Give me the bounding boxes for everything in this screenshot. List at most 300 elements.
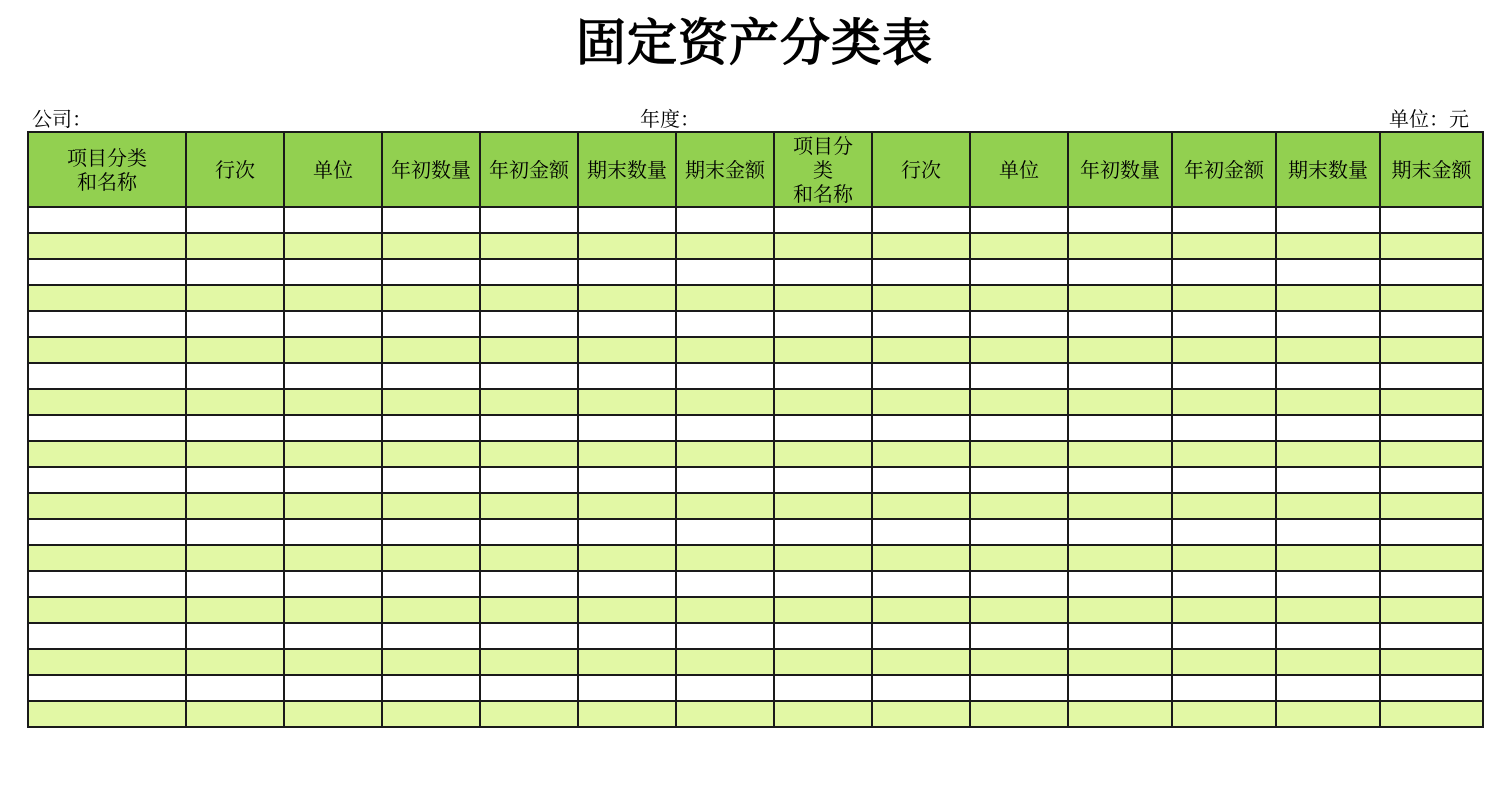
table-row (28, 701, 1483, 727)
table-cell[interactable] (284, 623, 382, 649)
table-cell[interactable] (578, 545, 676, 571)
table-cell[interactable] (284, 701, 382, 727)
table-cell[interactable] (480, 701, 578, 727)
table-cell[interactable] (676, 441, 774, 467)
table-body (28, 207, 1483, 727)
table-cell[interactable] (1276, 597, 1380, 623)
table-cell[interactable] (970, 493, 1068, 519)
table-cell[interactable] (872, 233, 970, 259)
table-cell[interactable] (774, 493, 872, 519)
table-cell[interactable] (186, 597, 284, 623)
table-cell[interactable] (578, 571, 676, 597)
header-opening-qty: 年初数量 (382, 132, 480, 207)
table-cell[interactable] (480, 233, 578, 259)
table-cell[interactable] (480, 311, 578, 337)
table-cell[interactable] (872, 493, 970, 519)
table-row (28, 467, 1483, 493)
table-cell[interactable] (382, 441, 480, 467)
table-cell[interactable] (480, 207, 578, 233)
table-cell[interactable] (872, 467, 970, 493)
table-cell[interactable] (872, 389, 970, 415)
table-cell[interactable] (676, 415, 774, 441)
table-cell[interactable] (1380, 701, 1483, 727)
table-cell[interactable] (382, 701, 480, 727)
table-cell[interactable] (186, 701, 284, 727)
table-cell[interactable] (480, 337, 578, 363)
table-cell[interactable] (1276, 467, 1380, 493)
table-cell[interactable] (676, 233, 774, 259)
table-cell[interactable] (186, 415, 284, 441)
table-cell[interactable] (676, 597, 774, 623)
table-cell[interactable] (774, 363, 872, 389)
table-cell[interactable] (28, 623, 186, 649)
table-cell[interactable] (28, 675, 186, 701)
table-cell[interactable] (1068, 441, 1172, 467)
table-cell[interactable] (872, 415, 970, 441)
table-cell[interactable] (970, 701, 1068, 727)
table-cell[interactable] (186, 493, 284, 519)
table-cell[interactable] (970, 285, 1068, 311)
table-cell[interactable] (1172, 363, 1276, 389)
table-cell[interactable] (774, 389, 872, 415)
table-row (28, 649, 1483, 675)
table-cell[interactable] (1172, 207, 1276, 233)
table-cell[interactable] (186, 519, 284, 545)
table-cell[interactable] (382, 467, 480, 493)
table-cell[interactable] (480, 467, 578, 493)
table-cell[interactable] (578, 519, 676, 545)
table-cell[interactable] (872, 519, 970, 545)
table-cell[interactable] (774, 701, 872, 727)
table-cell[interactable] (284, 467, 382, 493)
table-cell[interactable] (28, 597, 186, 623)
table-cell[interactable] (970, 467, 1068, 493)
table-cell[interactable] (1172, 259, 1276, 285)
table-cell[interactable] (1172, 545, 1276, 571)
table-cell[interactable] (186, 285, 284, 311)
table-cell[interactable] (1068, 233, 1172, 259)
table-cell[interactable] (382, 389, 480, 415)
table-cell[interactable] (1380, 623, 1483, 649)
table-cell[interactable] (578, 675, 676, 701)
table-cell[interactable] (872, 207, 970, 233)
header-line-no: 行次 (186, 132, 284, 207)
header-opening-amount: 年初金额 (480, 132, 578, 207)
table-cell[interactable] (1380, 597, 1483, 623)
table-cell[interactable] (1068, 389, 1172, 415)
table-cell[interactable] (284, 337, 382, 363)
table-cell[interactable] (1068, 363, 1172, 389)
table-cell[interactable] (28, 701, 186, 727)
table-cell[interactable] (186, 389, 284, 415)
table-cell[interactable] (1068, 623, 1172, 649)
table-cell[interactable] (1068, 545, 1172, 571)
header-item-name-2: 项目分 类 和名称 (774, 132, 872, 207)
table-cell[interactable] (1172, 493, 1276, 519)
header-unit-2: 单位 (970, 132, 1068, 207)
table-cell[interactable] (1172, 337, 1276, 363)
table-cell[interactable] (1380, 519, 1483, 545)
table-cell[interactable] (970, 623, 1068, 649)
table-cell[interactable] (872, 701, 970, 727)
table-cell[interactable] (970, 545, 1068, 571)
table-cell[interactable] (774, 285, 872, 311)
table-cell[interactable] (1172, 519, 1276, 545)
table-cell[interactable] (970, 311, 1068, 337)
table-cell[interactable] (28, 415, 186, 441)
table-cell[interactable] (186, 337, 284, 363)
table-cell[interactable] (382, 493, 480, 519)
table-cell[interactable] (382, 571, 480, 597)
table-cell[interactable] (578, 467, 676, 493)
table-cell[interactable] (382, 415, 480, 441)
table-cell[interactable] (1172, 311, 1276, 337)
table-row (28, 441, 1483, 467)
table-cell[interactable] (284, 415, 382, 441)
table-cell[interactable] (186, 467, 284, 493)
table-cell[interactable] (1380, 649, 1483, 675)
table-cell[interactable] (1276, 415, 1380, 441)
table-cell[interactable] (1380, 207, 1483, 233)
table-cell[interactable] (578, 597, 676, 623)
table-cell[interactable] (28, 493, 186, 519)
table-cell[interactable] (676, 389, 774, 415)
table-cell[interactable] (774, 337, 872, 363)
table-cell[interactable] (676, 701, 774, 727)
unit-label: 单位：元 (1389, 107, 1469, 131)
table-cell[interactable] (28, 259, 186, 285)
table-cell[interactable] (1172, 233, 1276, 259)
table-cell[interactable] (578, 701, 676, 727)
table-cell[interactable] (578, 623, 676, 649)
table-cell[interactable] (284, 389, 382, 415)
table-cell[interactable] (774, 623, 872, 649)
table-cell[interactable] (284, 519, 382, 545)
table-cell[interactable] (1172, 389, 1276, 415)
table-row (28, 207, 1483, 233)
table-cell[interactable] (676, 337, 774, 363)
table-cell[interactable] (774, 597, 872, 623)
table-cell[interactable] (1172, 441, 1276, 467)
table-cell[interactable] (970, 233, 1068, 259)
table-cell[interactable] (382, 363, 480, 389)
table-cell[interactable] (28, 467, 186, 493)
table-cell[interactable] (480, 285, 578, 311)
table-cell[interactable] (676, 363, 774, 389)
table-cell[interactable] (1172, 649, 1276, 675)
table-cell[interactable] (872, 675, 970, 701)
table-cell[interactable] (970, 675, 1068, 701)
table-cell[interactable] (872, 441, 970, 467)
table-cell[interactable] (578, 415, 676, 441)
table-cell[interactable] (382, 675, 480, 701)
table-cell[interactable] (28, 519, 186, 545)
table-cell[interactable] (1380, 675, 1483, 701)
table-cell[interactable] (1068, 259, 1172, 285)
table-cell[interactable] (970, 259, 1068, 285)
table-cell[interactable] (970, 597, 1068, 623)
table-cell[interactable] (1276, 519, 1380, 545)
header-line-no-2: 行次 (872, 132, 970, 207)
table-cell[interactable] (774, 675, 872, 701)
table-cell[interactable] (774, 519, 872, 545)
table-cell[interactable] (578, 311, 676, 337)
table-cell[interactable] (872, 545, 970, 571)
table-cell[interactable] (1172, 285, 1276, 311)
table-cell[interactable] (186, 311, 284, 337)
table-cell[interactable] (1276, 285, 1380, 311)
table-cell[interactable] (1172, 571, 1276, 597)
table-cell[interactable] (872, 571, 970, 597)
table-cell[interactable] (480, 675, 578, 701)
table-cell[interactable] (480, 597, 578, 623)
table-cell[interactable] (676, 571, 774, 597)
table-cell[interactable] (186, 259, 284, 285)
table-cell[interactable] (578, 207, 676, 233)
table-cell[interactable] (1068, 337, 1172, 363)
table-cell[interactable] (382, 311, 480, 337)
table-cell[interactable] (1276, 363, 1380, 389)
table-cell[interactable] (1276, 675, 1380, 701)
table-cell[interactable] (480, 623, 578, 649)
table-cell[interactable] (872, 337, 970, 363)
table-cell[interactable] (578, 493, 676, 519)
table-cell[interactable] (1276, 337, 1380, 363)
table-cell[interactable] (284, 493, 382, 519)
table-cell[interactable] (284, 207, 382, 233)
table-cell[interactable] (1380, 363, 1483, 389)
table-cell[interactable] (970, 571, 1068, 597)
table-cell[interactable] (186, 675, 284, 701)
table-cell[interactable] (774, 415, 872, 441)
table-cell[interactable] (480, 441, 578, 467)
table-cell[interactable] (676, 675, 774, 701)
header-unit: 单位 (284, 132, 382, 207)
table-cell[interactable] (970, 519, 1068, 545)
table-cell[interactable] (1380, 233, 1483, 259)
table-cell[interactable] (382, 233, 480, 259)
table-cell[interactable] (676, 493, 774, 519)
table-cell[interactable] (578, 285, 676, 311)
table-cell[interactable] (970, 207, 1068, 233)
table-cell[interactable] (1380, 571, 1483, 597)
table-cell[interactable] (480, 571, 578, 597)
table-cell[interactable] (1172, 701, 1276, 727)
table-cell[interactable] (28, 571, 186, 597)
table-cell[interactable] (676, 467, 774, 493)
table-cell[interactable] (480, 493, 578, 519)
table-cell[interactable] (578, 441, 676, 467)
table-cell[interactable] (1172, 675, 1276, 701)
table-cell[interactable] (970, 363, 1068, 389)
table-cell[interactable] (480, 415, 578, 441)
table-cell[interactable] (872, 623, 970, 649)
table-cell[interactable] (284, 259, 382, 285)
table-cell[interactable] (774, 571, 872, 597)
table-cell[interactable] (382, 623, 480, 649)
table-cell[interactable] (1380, 441, 1483, 467)
table-cell[interactable] (28, 337, 186, 363)
table-cell[interactable] (1276, 259, 1380, 285)
table-cell[interactable] (1276, 389, 1380, 415)
table-cell[interactable] (1172, 415, 1276, 441)
table-cell[interactable] (1068, 467, 1172, 493)
table-cell[interactable] (578, 337, 676, 363)
table-cell[interactable] (28, 311, 186, 337)
table-cell[interactable] (186, 233, 284, 259)
table-cell[interactable] (1068, 649, 1172, 675)
table-cell[interactable] (676, 545, 774, 571)
table-cell[interactable] (284, 363, 382, 389)
table-cell[interactable] (186, 207, 284, 233)
table-cell[interactable] (382, 649, 480, 675)
table-cell[interactable] (1380, 337, 1483, 363)
table-cell[interactable] (774, 649, 872, 675)
table-cell[interactable] (1068, 675, 1172, 701)
table-cell[interactable] (1276, 207, 1380, 233)
header-item-name: 项目分类 和名称 (28, 132, 186, 207)
table-cell[interactable] (774, 207, 872, 233)
table-cell[interactable] (872, 259, 970, 285)
table-cell[interactable] (1380, 285, 1483, 311)
table-cell[interactable] (970, 415, 1068, 441)
table-cell[interactable] (1276, 441, 1380, 467)
header-closing-amount: 期末金额 (676, 132, 774, 207)
table-cell[interactable] (676, 623, 774, 649)
table-cell[interactable] (1380, 389, 1483, 415)
table-cell[interactable] (774, 441, 872, 467)
table-cell[interactable] (382, 597, 480, 623)
table-cell[interactable] (774, 259, 872, 285)
table-cell[interactable] (1276, 623, 1380, 649)
table-cell[interactable] (28, 441, 186, 467)
table-cell[interactable] (1068, 415, 1172, 441)
header-opening-qty-2: 年初数量 (1068, 132, 1172, 207)
table-cell[interactable] (186, 545, 284, 571)
table-cell[interactable] (1276, 233, 1380, 259)
table-cell[interactable] (1172, 597, 1276, 623)
table-cell[interactable] (284, 233, 382, 259)
table-cell[interactable] (480, 363, 578, 389)
table-cell[interactable] (676, 649, 774, 675)
table-cell[interactable] (676, 259, 774, 285)
table-cell[interactable] (970, 441, 1068, 467)
table-cell[interactable] (1276, 311, 1380, 337)
table-cell[interactable] (1380, 311, 1483, 337)
table-cell[interactable] (284, 545, 382, 571)
table-cell[interactable] (28, 363, 186, 389)
table-cell[interactable] (480, 519, 578, 545)
table-cell[interactable] (1276, 649, 1380, 675)
table-cell[interactable] (28, 545, 186, 571)
table-cell[interactable] (1380, 545, 1483, 571)
table-cell[interactable] (1068, 701, 1172, 727)
table-cell[interactable] (186, 571, 284, 597)
table-cell[interactable] (186, 649, 284, 675)
table-cell[interactable] (1380, 415, 1483, 441)
table-cell[interactable] (1068, 493, 1172, 519)
table-cell[interactable] (284, 675, 382, 701)
table-cell[interactable] (774, 467, 872, 493)
table-cell[interactable] (284, 285, 382, 311)
table-cell[interactable] (284, 649, 382, 675)
table-cell[interactable] (480, 259, 578, 285)
table-cell[interactable] (578, 649, 676, 675)
table-cell[interactable] (28, 389, 186, 415)
table-cell[interactable] (578, 363, 676, 389)
table-cell[interactable] (872, 649, 970, 675)
header-closing-qty: 期末数量 (578, 132, 676, 207)
table-cell[interactable] (382, 519, 480, 545)
table-cell[interactable] (480, 649, 578, 675)
table-cell[interactable] (578, 233, 676, 259)
table-cell[interactable] (676, 519, 774, 545)
table-cell[interactable] (1276, 571, 1380, 597)
table-cell[interactable] (774, 233, 872, 259)
table-cell[interactable] (970, 389, 1068, 415)
table-cell[interactable] (774, 311, 872, 337)
table-cell[interactable] (1068, 285, 1172, 311)
table-cell[interactable] (1380, 467, 1483, 493)
table-cell[interactable] (1068, 207, 1172, 233)
table-cell[interactable] (480, 389, 578, 415)
table-cell[interactable] (28, 285, 186, 311)
table-cell[interactable] (872, 363, 970, 389)
table-cell[interactable] (1172, 467, 1276, 493)
table-cell[interactable] (872, 311, 970, 337)
table-cell[interactable] (382, 285, 480, 311)
table-cell[interactable] (382, 207, 480, 233)
table-cell[interactable] (1068, 597, 1172, 623)
table-cell[interactable] (1068, 571, 1172, 597)
table-cell[interactable] (872, 597, 970, 623)
table-cell[interactable] (284, 597, 382, 623)
table-cell[interactable] (578, 259, 676, 285)
table-cell[interactable] (186, 441, 284, 467)
table-cell[interactable] (970, 337, 1068, 363)
table-cell[interactable] (1068, 311, 1172, 337)
table-cell[interactable] (28, 207, 186, 233)
table-cell[interactable] (382, 545, 480, 571)
table-cell[interactable] (774, 545, 872, 571)
table-cell[interactable] (382, 259, 480, 285)
table-cell[interactable] (1380, 493, 1483, 519)
table-cell[interactable] (676, 285, 774, 311)
table-cell[interactable] (284, 571, 382, 597)
table-cell[interactable] (186, 623, 284, 649)
table-cell[interactable] (28, 649, 186, 675)
table-cell[interactable] (578, 389, 676, 415)
table-cell[interactable] (284, 441, 382, 467)
table-cell[interactable] (1068, 519, 1172, 545)
table-cell[interactable] (1276, 545, 1380, 571)
table-row (28, 597, 1483, 623)
table-cell[interactable] (1172, 623, 1276, 649)
table-cell[interactable] (676, 311, 774, 337)
table-cell[interactable] (480, 545, 578, 571)
table-cell[interactable] (1276, 701, 1380, 727)
table-cell[interactable] (872, 285, 970, 311)
asset-classification-table (27, 131, 1484, 728)
table-cell[interactable] (284, 311, 382, 337)
table-cell[interactable] (970, 649, 1068, 675)
table-cell[interactable] (28, 233, 186, 259)
table-cell[interactable] (382, 337, 480, 363)
table-cell[interactable] (1276, 493, 1380, 519)
table-cell[interactable] (186, 363, 284, 389)
table-cell[interactable] (1380, 259, 1483, 285)
table-cell[interactable] (676, 207, 774, 233)
